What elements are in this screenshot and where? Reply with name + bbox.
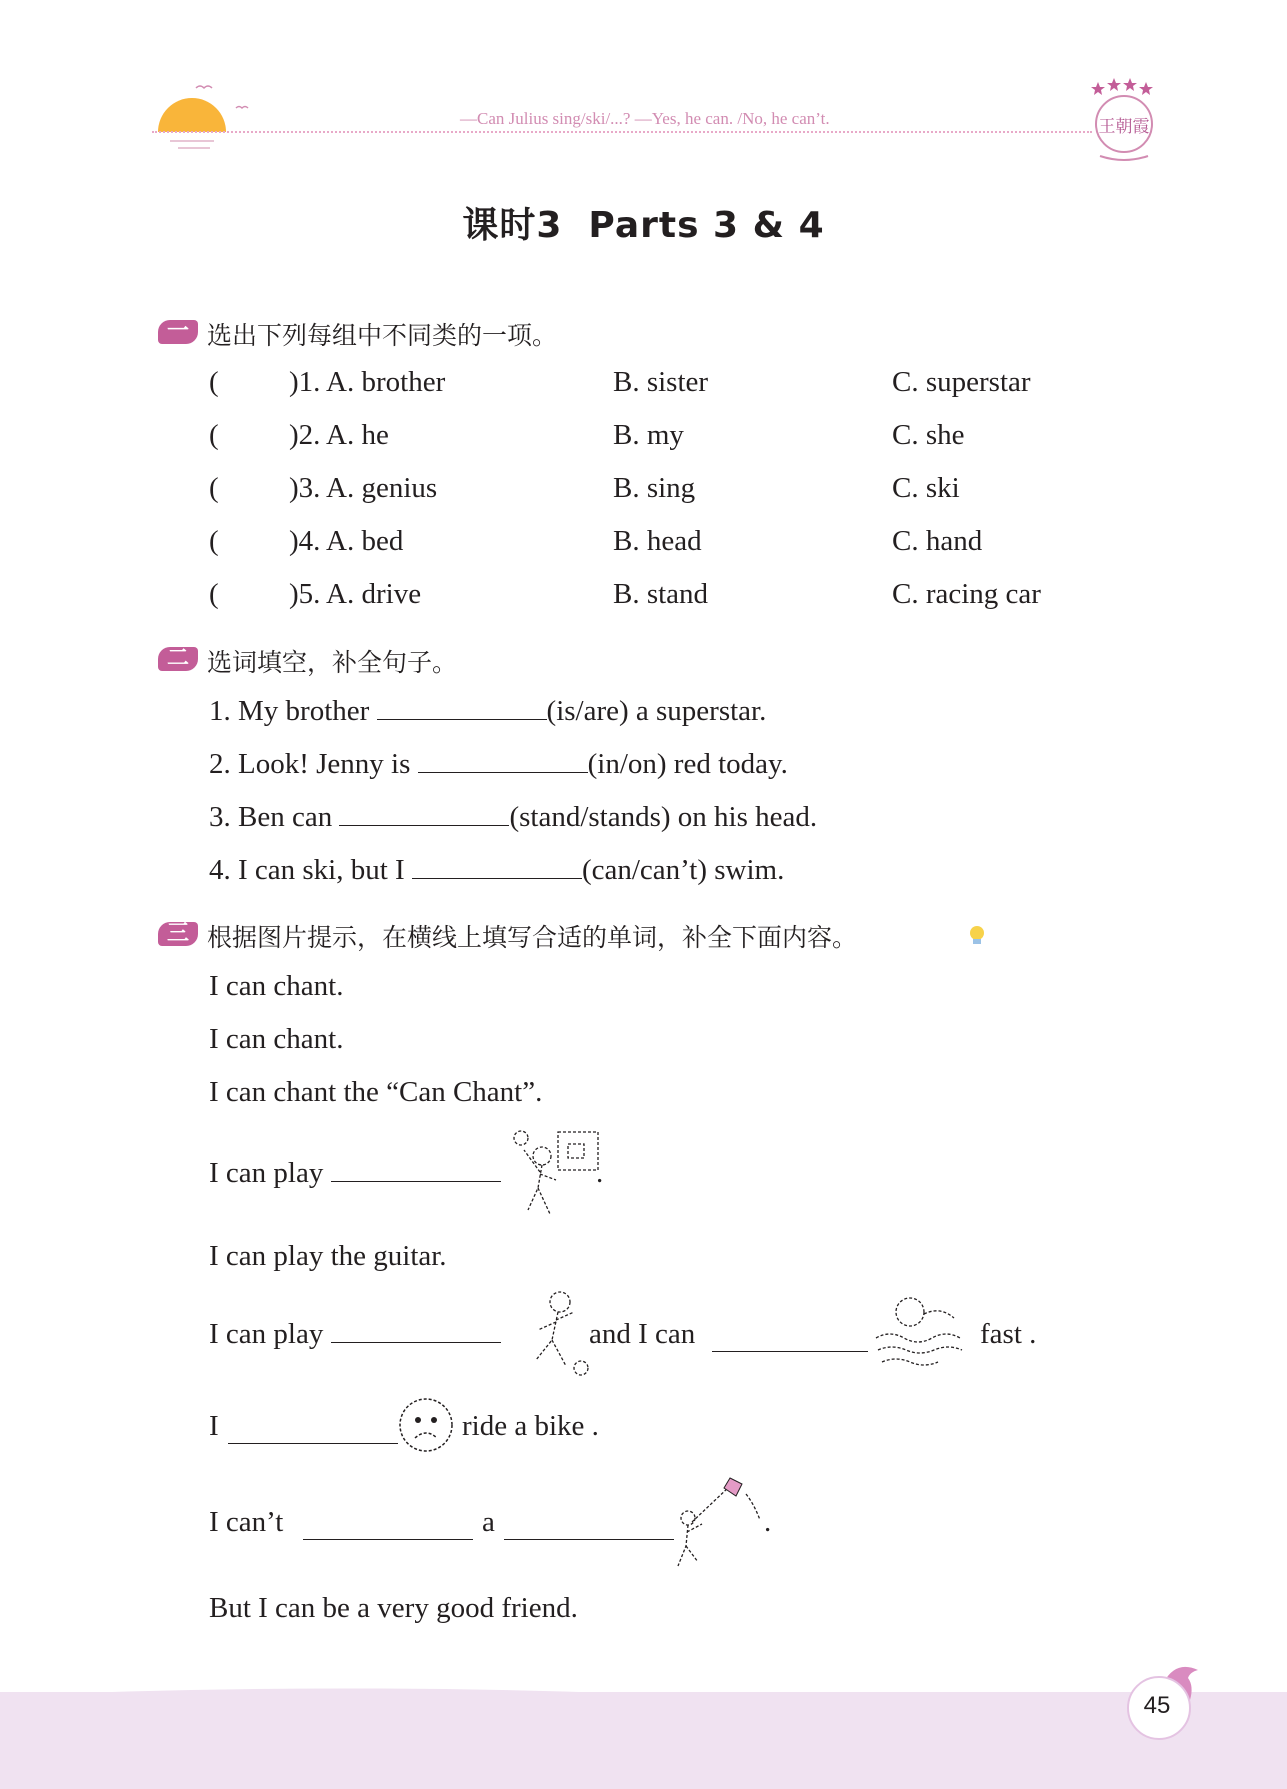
section-2-badge: 二: [158, 647, 198, 671]
section-1-badge: 一: [158, 320, 198, 344]
poem-punct: .: [596, 1157, 604, 1189]
football-player-sketch: [516, 1290, 592, 1380]
sunset-logo: [150, 78, 260, 158]
brand-seal-logo: [1086, 76, 1166, 166]
option-c: C. ski: [892, 472, 960, 504]
fill-blank[interactable]: [412, 856, 582, 879]
poem-line: I can play the guitar.: [209, 1240, 447, 1272]
answer-bracket[interactable]: (: [209, 472, 219, 504]
poem-punct: .: [764, 1506, 772, 1538]
lesson-label: 课时3: [462, 205, 563, 246]
sentence-4: 4. I can ski, but I (can/can’t) swim.: [209, 854, 785, 886]
fill-blank[interactable]: [331, 1320, 501, 1343]
answer-bracket[interactable]: (: [209, 525, 219, 557]
section-1-instruction: 选出下列每组中不同类的一项。: [207, 321, 558, 350]
parts-label: Parts 3 & 4: [588, 205, 825, 246]
fill-blank[interactable]: [303, 1517, 473, 1540]
answer-bracket[interactable]: (: [209, 366, 219, 398]
option-b: B. stand: [613, 578, 709, 610]
fill-blank[interactable]: [504, 1517, 674, 1540]
kite-flying-sketch: [672, 1474, 768, 1570]
poem-line: I can play: [209, 1157, 501, 1190]
sentence-1: 1. My brother (is/are) a superstar.: [209, 695, 767, 727]
fill-blank[interactable]: [377, 697, 547, 720]
poem-text: ride a bike .: [462, 1410, 599, 1442]
sad-face-icon: [397, 1396, 455, 1454]
poem-text: I can’t: [209, 1506, 284, 1538]
sentence-2: 2. Look! Jenny is (in/on) red today.: [209, 748, 788, 780]
basketball-player-sketch: [510, 1128, 606, 1220]
footer-wave-decoration: [0, 1682, 1287, 1712]
section-3-instruction: 根据图片提示，在横线上填写合适的单词，补全下面内容。: [207, 923, 858, 952]
item-label: )3. A. genius: [289, 472, 438, 504]
fill-blank[interactable]: [228, 1421, 398, 1444]
item-label: )4. A. bed: [289, 525, 404, 557]
section-3-badge: 三: [158, 922, 198, 946]
option-b: B. sing: [613, 472, 696, 504]
page-number: 45: [1143, 1692, 1171, 1719]
option-b: B. head: [613, 525, 702, 557]
poem-text: I: [209, 1410, 219, 1442]
poem-line: I can chant the “Can Chant”.: [209, 1076, 543, 1108]
item-label: )2. A. he: [289, 419, 389, 451]
option-c: C. racing car: [892, 578, 1041, 610]
option-c: C. she: [892, 419, 965, 451]
fill-blank[interactable]: [339, 803, 509, 826]
page-title: [0, 197, 1287, 248]
fill-blank[interactable]: [418, 750, 588, 773]
sentence-3: 3. Ben can (stand/stands) on his head.: [209, 801, 818, 833]
header-divider: [152, 131, 1092, 133]
poem-line: I can chant.: [209, 970, 344, 1002]
fill-blank[interactable]: [712, 1329, 868, 1352]
header-running-text: —Can Julius sing/ski/...? —Yes, he can. /No, he can’t.: [460, 109, 830, 128]
section-2-instruction: 选词填空，补全句子。: [207, 648, 458, 677]
item-label: )1. A. brother: [289, 366, 446, 398]
option-c: C. hand: [892, 525, 983, 557]
lightbulb-icon: [966, 924, 988, 948]
poem-line: I can play: [209, 1318, 501, 1351]
option-c: C. superstar: [892, 366, 1031, 398]
answer-bracket[interactable]: (: [209, 578, 219, 610]
poem-line: I can chant.: [209, 1023, 344, 1055]
option-b: B. sister: [613, 366, 709, 398]
answer-bracket[interactable]: (: [209, 419, 219, 451]
option-b: B. my: [613, 419, 684, 451]
poem-text: and I can: [589, 1318, 696, 1350]
poem-text: a: [482, 1506, 495, 1538]
poem-text: fast .: [980, 1318, 1037, 1350]
item-label: )5. A. drive: [289, 578, 422, 610]
fill-blank[interactable]: [331, 1159, 501, 1182]
poem-line: But I can be a very good friend.: [209, 1592, 578, 1624]
svg-text:王朝霞: 王朝霞: [1098, 117, 1150, 137]
swimmer-sketch: [872, 1292, 976, 1372]
